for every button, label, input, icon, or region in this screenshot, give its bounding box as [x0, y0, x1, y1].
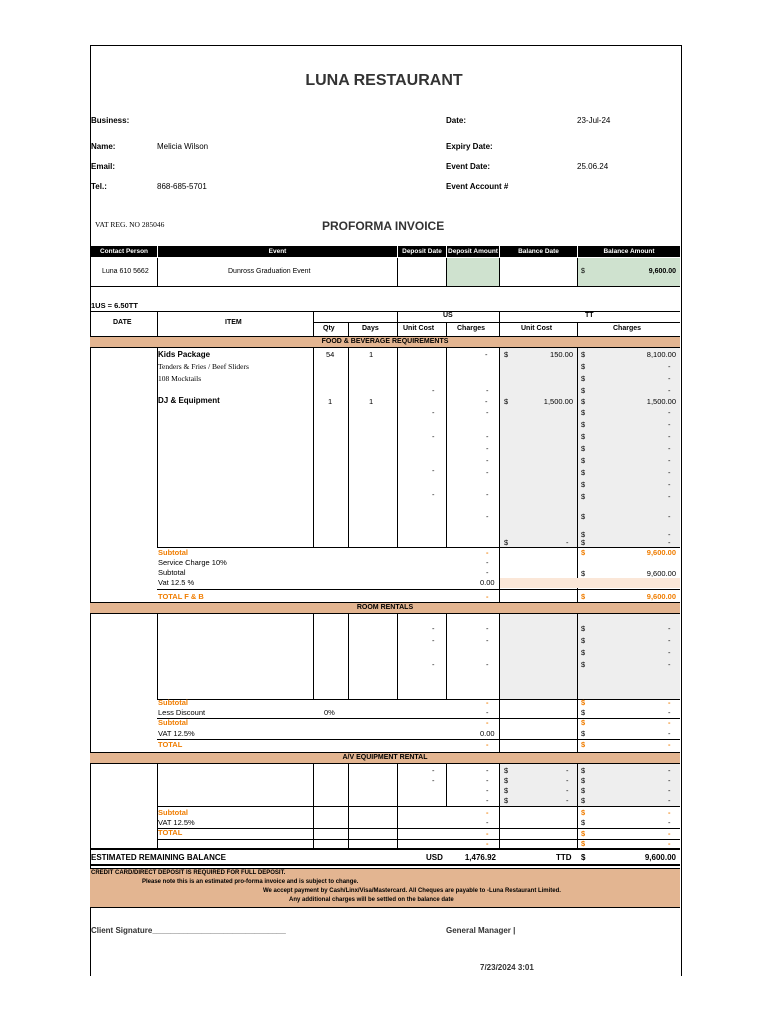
av-subtotal-us: - [486, 808, 489, 817]
dash-placeholder: - [668, 386, 671, 395]
divider [313, 311, 314, 336]
dash-placeholder: - [668, 444, 671, 453]
fb-item2-qty: 1 [328, 397, 333, 406]
divider [157, 828, 680, 829]
dash-placeholder: - [486, 468, 489, 477]
fb-subtotal-dollar: $ [581, 548, 586, 557]
col-us-unit-cost: Unit Cost [403, 325, 435, 332]
dash-placeholder: - [486, 386, 489, 395]
fb-item2-dollar: $ [504, 397, 509, 406]
room-subtotal2-dollar: $ [581, 718, 586, 727]
tel-label: Tel.: [91, 182, 107, 191]
deposit-amount-cell [447, 258, 499, 286]
notes-payment: We accept payment by Cash/Linx/Visa/Mastercard. All Cheques are payable to -Luna Restaurant Limited. [263, 888, 561, 894]
dash-placeholder: - [432, 660, 435, 669]
col-balance-amount: Balance Amount [578, 246, 680, 257]
fb-vat-us: 0.00 [480, 578, 495, 587]
email-label: Email: [91, 162, 116, 171]
room-vat-dollar: $ [581, 729, 586, 738]
divider [446, 763, 447, 806]
divider [577, 613, 578, 753]
divider [446, 347, 447, 547]
event-date-value: 25.06.24 [577, 162, 609, 171]
col-event: Event [158, 246, 397, 257]
av-total-tt: - [668, 829, 671, 838]
dash-placeholder: - [668, 538, 671, 547]
col-deposit-amount: Deposit Amount [448, 248, 498, 255]
divider [90, 848, 680, 850]
dollar-sign: $ [581, 786, 586, 795]
dash-placeholder: - [432, 408, 435, 417]
room-subtotal2-tt: - [668, 718, 671, 727]
fb-total-label: TOTAL F & B [158, 592, 204, 601]
dollar-sign: $ [581, 796, 586, 805]
fb-unit-cost-fill [500, 348, 577, 547]
divider [157, 613, 158, 700]
restaurant-name: LUNA RESTAURANT [305, 72, 463, 89]
divider [348, 613, 349, 700]
fb-item1-tt-dollar: $ [581, 350, 586, 359]
fb-service-charge-us: - [486, 558, 489, 567]
divider [90, 286, 680, 287]
divider [157, 718, 680, 719]
divider [446, 613, 447, 700]
divider [397, 258, 398, 286]
dash-placeholder: - [486, 786, 489, 795]
estimate-ttd-dollar: $ [581, 853, 586, 862]
dash-placeholder: - [668, 636, 671, 645]
dash-placeholder: - [668, 492, 671, 501]
divider [397, 613, 398, 700]
dash-placeholder: - [668, 530, 671, 539]
divider [157, 839, 680, 840]
fb-item1-unit-cost: 150.00 [550, 350, 573, 359]
fb-vat-label: Vat 12.5 % [158, 578, 195, 587]
contact-person: Luna 610 5662 [102, 268, 149, 275]
fb-vat-fill [500, 578, 680, 588]
dollar-sign: $ [581, 766, 586, 775]
dash-placeholder: - [566, 766, 569, 775]
estimate-label: ESTIMATED REMAINING BALANCE [91, 853, 226, 862]
divider [348, 322, 349, 336]
dollar-sign: $ [504, 766, 509, 775]
av-extra-tt: - [668, 839, 671, 848]
dash-placeholder: - [566, 786, 569, 795]
room-charges-fill [578, 614, 680, 700]
dash-placeholder: - [432, 386, 435, 395]
fb-service-charge-label: Service Charge 10% [158, 558, 227, 567]
business-label: Business: [91, 116, 130, 125]
dash-placeholder: - [668, 766, 671, 775]
fb-item-dj-equipment: DJ & Equipment [158, 396, 220, 405]
date-value: 23-Jul-24 [577, 116, 611, 125]
room-subtotal-us: - [486, 698, 489, 707]
dollar-sign: $ [581, 492, 586, 501]
av-subtotal-label: Subtotal [158, 808, 188, 817]
dash-placeholder: - [486, 636, 489, 645]
dollar-sign: $ [581, 444, 586, 453]
av-vat-tt: - [668, 818, 671, 827]
fb-item2-unit-cost: 1,500.00 [543, 397, 573, 406]
av-extra-dollar: $ [581, 839, 586, 848]
divider [499, 613, 500, 753]
dollar-sign: $ [581, 432, 586, 441]
divider [157, 258, 158, 286]
fb-subtotal-us: - [486, 548, 489, 557]
dash-placeholder: - [432, 432, 435, 441]
divider [397, 347, 398, 547]
room-total-tt: - [668, 740, 671, 749]
col-balance-date: Balance Date [500, 246, 577, 257]
dollar-sign: $ [581, 456, 586, 465]
fb-item1-tt-charge: 8,100.00 [646, 350, 676, 359]
dash-placeholder: - [668, 660, 671, 669]
name-label: Name: [91, 142, 116, 151]
dollar-sign: $ [581, 512, 586, 521]
dash-placeholder: - [668, 796, 671, 805]
exchange-rate: 1US = 6.50TT [91, 301, 138, 310]
tel-value: 868-685-5701 [157, 182, 207, 191]
room-subtotal-label: Subtotal [158, 698, 188, 707]
divider [577, 322, 578, 336]
room-discount-value: 0% [324, 708, 335, 717]
estimate-ttd-value: 9,600.00 [644, 853, 676, 862]
dash-placeholder: - [566, 796, 569, 805]
av-vat-label: VAT 12.5% [158, 818, 195, 827]
room-subtotal-dollar: $ [581, 698, 586, 707]
divider [446, 258, 447, 286]
divider [313, 613, 314, 700]
dollar-sign: $ [581, 660, 586, 669]
room-total-label: TOTAL [158, 740, 183, 749]
room-discount-us: - [486, 708, 489, 717]
av-vat-dollar: $ [581, 818, 586, 827]
dash-placeholder: - [668, 648, 671, 657]
dash-placeholder: - [668, 408, 671, 417]
fb-item1-us-charge: - [485, 350, 488, 359]
dollar-sign: $ [581, 776, 586, 785]
room-unit-cost-fill [500, 614, 577, 700]
dash-placeholder: - [668, 374, 671, 383]
fb-subtotal2-dollar: $ [581, 569, 586, 578]
room-total-dollar: $ [581, 740, 586, 749]
fb-total-value: 9,600.00 [646, 592, 676, 601]
col-deposit-date: Deposit Date [398, 246, 446, 257]
fb-item2-tt-dollar: $ [581, 397, 586, 406]
dollar-sign: $ [581, 624, 586, 633]
col-date: DATE [113, 319, 132, 326]
col-tt-unit-cost: Unit Cost [521, 325, 553, 332]
room-discount-dollar: $ [581, 708, 586, 717]
dollar-sign: $ [581, 386, 586, 395]
dash-placeholder: - [668, 512, 671, 521]
dollar-sign: $ [581, 530, 586, 539]
print-timestamp: 7/23/2024 3:01 [480, 963, 534, 972]
date-label: Date: [446, 116, 467, 125]
general-manager: General Manager | [446, 926, 516, 935]
divider [499, 258, 500, 286]
dollar-sign: $ [581, 648, 586, 657]
divider [157, 699, 680, 700]
fb-charges-fill [578, 348, 680, 547]
dash-placeholder: - [486, 796, 489, 805]
fb-total-dollar: $ [581, 592, 586, 601]
dash-placeholder: - [668, 624, 671, 633]
balance-currency: $ [581, 268, 585, 275]
dash-placeholder: - [566, 776, 569, 785]
client-signature: Client Signature______________________________ [91, 926, 286, 935]
divider [446, 322, 447, 336]
dash-placeholder: - [486, 624, 489, 633]
divider [157, 311, 158, 336]
fb-item-kids-package: Kids Package [158, 350, 211, 359]
col-qty: Qty [323, 325, 335, 332]
dollar-sign: $ [504, 786, 509, 795]
divider [348, 347, 349, 547]
divider [157, 806, 680, 807]
room-vat-tt: - [668, 729, 671, 738]
dash-placeholder: - [566, 538, 569, 547]
dash-placeholder: - [668, 480, 671, 489]
av-total-label: TOTAL [158, 828, 183, 837]
dash-placeholder: - [432, 766, 435, 775]
vat-reg: VAT REG. NO 285046 [95, 220, 165, 229]
name-value: Melicia Wilson [157, 142, 209, 151]
dollar-sign: $ [581, 480, 586, 489]
dollar-sign: $ [581, 538, 586, 547]
col-tt: TT [585, 312, 594, 319]
dash-placeholder: - [668, 776, 671, 785]
fb-subtotal-label: Subtotal [158, 548, 188, 557]
col-us-charges: Charges [457, 325, 486, 332]
dollar-sign: $ [581, 468, 586, 477]
event-name: Dunross Graduation Event [228, 268, 311, 275]
dash-placeholder: - [668, 362, 671, 371]
room-total-us: - [486, 740, 489, 749]
av-section-header: A/V EQUIPMENT RENTAL [90, 752, 680, 764]
room-section-header: ROOM RENTALS [90, 602, 680, 614]
divider [157, 589, 680, 590]
fb-item2-us-charge: - [485, 397, 488, 406]
dash-placeholder: - [486, 512, 489, 521]
dash-placeholder: - [668, 456, 671, 465]
divider [90, 864, 680, 866]
room-discount-label: Less Discount [158, 708, 206, 717]
fb-subtotal2-label: Subtotal [158, 568, 186, 577]
fb-item1-detail: 108 Mocktails [158, 374, 202, 383]
balance-amount: 9,600.00 [648, 268, 676, 275]
col-tt-charges: Charges [613, 325, 642, 332]
dollar-sign: $ [581, 408, 586, 417]
dollar-sign: $ [581, 636, 586, 645]
dash-placeholder: - [486, 456, 489, 465]
event-date-label: Event Date: [446, 162, 491, 171]
dash-placeholder: - [668, 786, 671, 795]
av-charges-fill [578, 764, 680, 806]
room-vat-us: 0.00 [480, 729, 495, 738]
dash-placeholder: - [432, 466, 435, 475]
divider [157, 739, 680, 740]
notes-additional: Any additional charges will be settled on the balance date [289, 897, 454, 903]
room-discount-tt: - [668, 708, 671, 717]
dash-placeholder: - [668, 468, 671, 477]
dash-placeholder: - [486, 432, 489, 441]
fb-total-us: - [486, 592, 489, 601]
divider [313, 322, 680, 323]
fb-item2-days: 1 [369, 397, 374, 406]
dollar-sign: $ [504, 796, 509, 805]
fb-subtotal2-value: 9,600.00 [646, 569, 676, 578]
fb-item2-tt-charge: 1,500.00 [646, 397, 676, 406]
invoice-title: PROFORMA INVOICE [322, 219, 445, 233]
dash-placeholder: - [432, 490, 435, 499]
fb-item1-dollar: $ [504, 350, 509, 359]
av-vat-us: - [486, 818, 489, 827]
dash-placeholder: - [432, 624, 435, 633]
col-contact-person: Contact Person [91, 246, 157, 257]
dash-placeholder: - [486, 776, 489, 785]
estimate-usd-value: 1,476.92 [464, 853, 496, 862]
col-item: ITEM [225, 319, 242, 326]
event-account-label: Event Account # [446, 182, 509, 191]
av-total-us: - [486, 829, 489, 838]
dash-placeholder: - [432, 776, 435, 785]
av-extra-us: - [486, 839, 489, 848]
dash-placeholder: - [432, 636, 435, 645]
divider [577, 347, 578, 603]
dollar-sign: $ [504, 538, 509, 547]
divider [577, 258, 578, 286]
divider [499, 347, 500, 603]
fb-subtotal-value: 9,600.00 [646, 548, 676, 557]
fb-item1-qty: 54 [326, 350, 335, 359]
col-us: US [443, 312, 453, 319]
dollar-sign: $ [504, 776, 509, 785]
dash-placeholder: - [668, 420, 671, 429]
av-subtotal-dollar: $ [581, 808, 586, 817]
dollar-sign: $ [581, 374, 586, 383]
notes-estimate: Please note this is an estimated pro-forma invoice and is subject to change. [142, 879, 359, 885]
dash-placeholder: - [668, 432, 671, 441]
dash-placeholder: - [486, 408, 489, 417]
notes-deposit: CREDIT CARD/DIRECT DEPOSIT IS REQUIRED FOR FULL DEPOSIT. [91, 870, 286, 876]
room-subtotal2-label: Subtotal [158, 718, 188, 727]
dollar-sign: $ [581, 420, 586, 429]
expiry-label: Expiry Date: [446, 142, 493, 151]
room-subtotal-tt: - [668, 698, 671, 707]
room-subtotal2-us: - [486, 718, 489, 727]
dash-placeholder: - [486, 766, 489, 775]
dollar-sign: $ [581, 362, 586, 371]
divider [499, 311, 500, 336]
fb-item1-detail: Tenders & Fries / Beef Sliders [158, 362, 249, 371]
dash-placeholder: - [486, 490, 489, 499]
dash-placeholder: - [486, 660, 489, 669]
fb-subtotal2-us: - [486, 568, 489, 577]
divider [397, 311, 398, 336]
dash-placeholder: - [486, 444, 489, 453]
estimate-usd-label: USD [426, 853, 443, 862]
fb-item1-days: 1 [369, 350, 374, 359]
estimate-ttd-label: TTD [556, 853, 572, 862]
col-days: Days [362, 325, 379, 332]
av-total-dollar: $ [581, 829, 586, 838]
fb-section-header: FOOD & BEVERAGE REQUIREMENTS [90, 336, 680, 348]
av-subtotal-tt: - [668, 808, 671, 817]
room-vat-label: VAT 12.5% [158, 729, 195, 738]
divider [313, 347, 314, 547]
